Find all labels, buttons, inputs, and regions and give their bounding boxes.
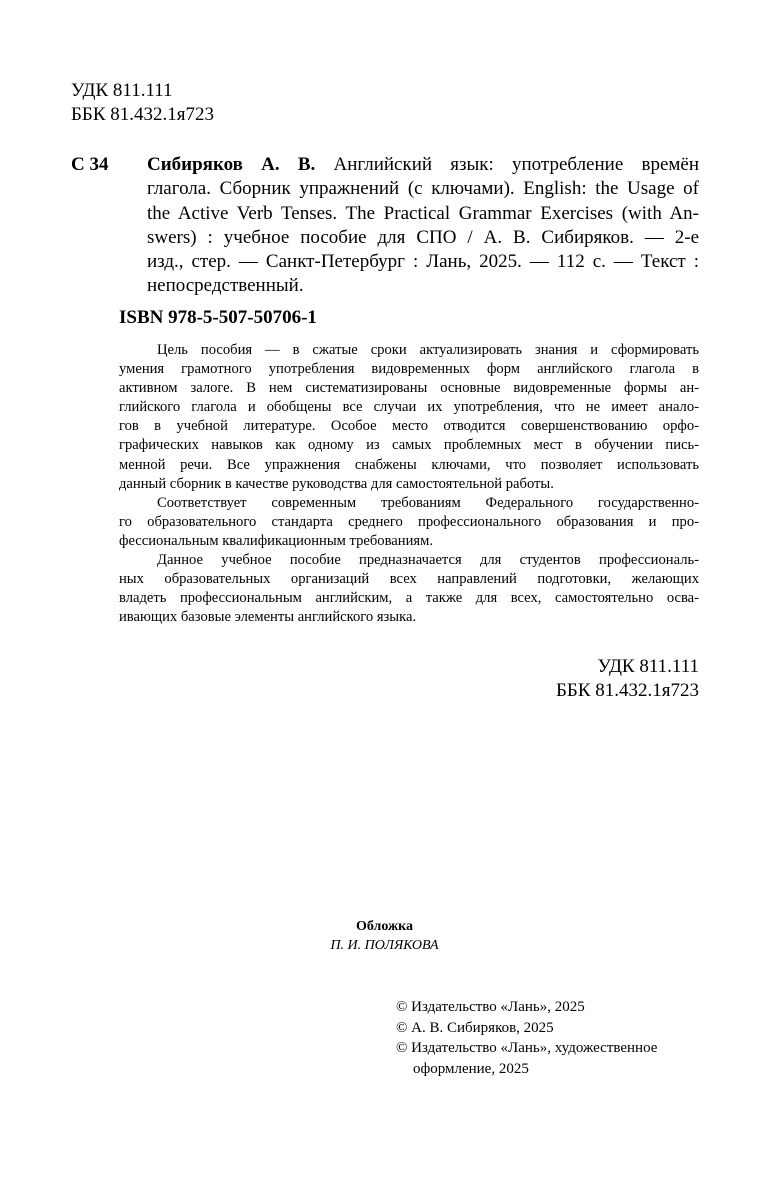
annotation-line: Соответствует современным требованиям Федерального государственно- bbox=[157, 494, 699, 511]
cover-credit bbox=[0, 917, 769, 955]
bibliographic-entry bbox=[147, 153, 699, 299]
isbn: ISBN 978-5-507-50706-1 bbox=[119, 307, 317, 328]
cover-label: Обложка bbox=[355, 919, 414, 934]
classification-codes-bottom bbox=[556, 655, 699, 703]
bbk-code: ББК 81.432.1я723 bbox=[556, 680, 699, 701]
entry-line: swers) : учебное пособие для СПО / А. В. Сибиряков. — 2-е bbox=[147, 226, 699, 248]
annotation-paragraph-3 bbox=[119, 551, 699, 627]
annotation-line: графических навыков как одному из самых проблемных мест в обучении пись- bbox=[119, 437, 699, 454]
udk-code: УДК 811.111 bbox=[597, 656, 699, 677]
annotation-line: ивающих базовые элементы английского языка. bbox=[119, 609, 417, 626]
annotation-line: владеть профессиональным английским, а также для всех, самостоятельно осва- bbox=[119, 590, 699, 607]
entry-line: изд., стер. — Санкт-Петербург : Лань, 2025. — 112 с. — Текст : bbox=[147, 251, 699, 273]
copyright-line: © Издательство «Лань», 2025 bbox=[396, 999, 585, 1015]
copyright-line: © А. В. Сибиряков, 2025 bbox=[396, 1019, 554, 1036]
annotation-line: фессиональным квалификационным требованиям. bbox=[119, 532, 433, 549]
author-name: Сибиряков А. В. bbox=[147, 154, 316, 175]
annotation-line: данный сборник в качестве руководства для самостоятельной работы. bbox=[119, 475, 554, 492]
annotation-line: го образовательного стандарта среднего профессионального образования и про- bbox=[119, 513, 699, 530]
annotation-line: ных образовательных организаций всех направлений подготовки, желающих bbox=[119, 571, 699, 588]
annotation-line: менной речи. Все упражнения снабжены ключами, что позволяет использовать bbox=[119, 456, 699, 473]
bbk-code: ББК 81.432.1я723 bbox=[71, 104, 214, 125]
entry-line: the Active Verb Tenses. The Practical Grammar Exercises (with An- bbox=[147, 202, 699, 224]
udk-code: УДК 811.111 bbox=[71, 80, 173, 101]
classification-codes-top bbox=[71, 79, 214, 127]
copyright-block bbox=[396, 997, 657, 1079]
annotation bbox=[119, 341, 699, 627]
annotation-line: активном залоге. В нем систематизированы основные видовременные формы ан- bbox=[119, 380, 699, 397]
author-mark: С 34 bbox=[71, 154, 109, 175]
annotation-paragraph-1 bbox=[119, 341, 699, 494]
annotation-line: Цель пособия — в сжатые сроки актуализировать знания и сформировать bbox=[157, 342, 699, 358]
cover-designer: П. И. ПОЛЯКОВА bbox=[330, 938, 439, 953]
annotation-line: Данное учебное пособие предназначается для студентов профессиональ- bbox=[157, 552, 699, 569]
entry-line: глагола. Сборник упражнений (с ключами). English: the Usage of bbox=[147, 178, 699, 200]
entry-line bbox=[147, 153, 699, 177]
annotation-line: умения грамотного употребления видовременных форм английского глагола в bbox=[119, 361, 699, 378]
entry-title-start: Английский язык: употребление времён bbox=[333, 154, 699, 175]
annotation-paragraph-2 bbox=[119, 494, 699, 551]
entry-line: непосредственный. bbox=[147, 275, 304, 297]
copyright-line: © Издательство «Лань», художественное bbox=[396, 1040, 658, 1056]
copyright-line: оформление, 2025 bbox=[413, 1060, 529, 1077]
annotation-line: гов в учебной литературе. Особое место отводится совершенствованию орфо- bbox=[119, 418, 699, 435]
annotation-line: глийского глагола и обобщены все случаи их употребления, что не имеет анало- bbox=[119, 399, 699, 416]
